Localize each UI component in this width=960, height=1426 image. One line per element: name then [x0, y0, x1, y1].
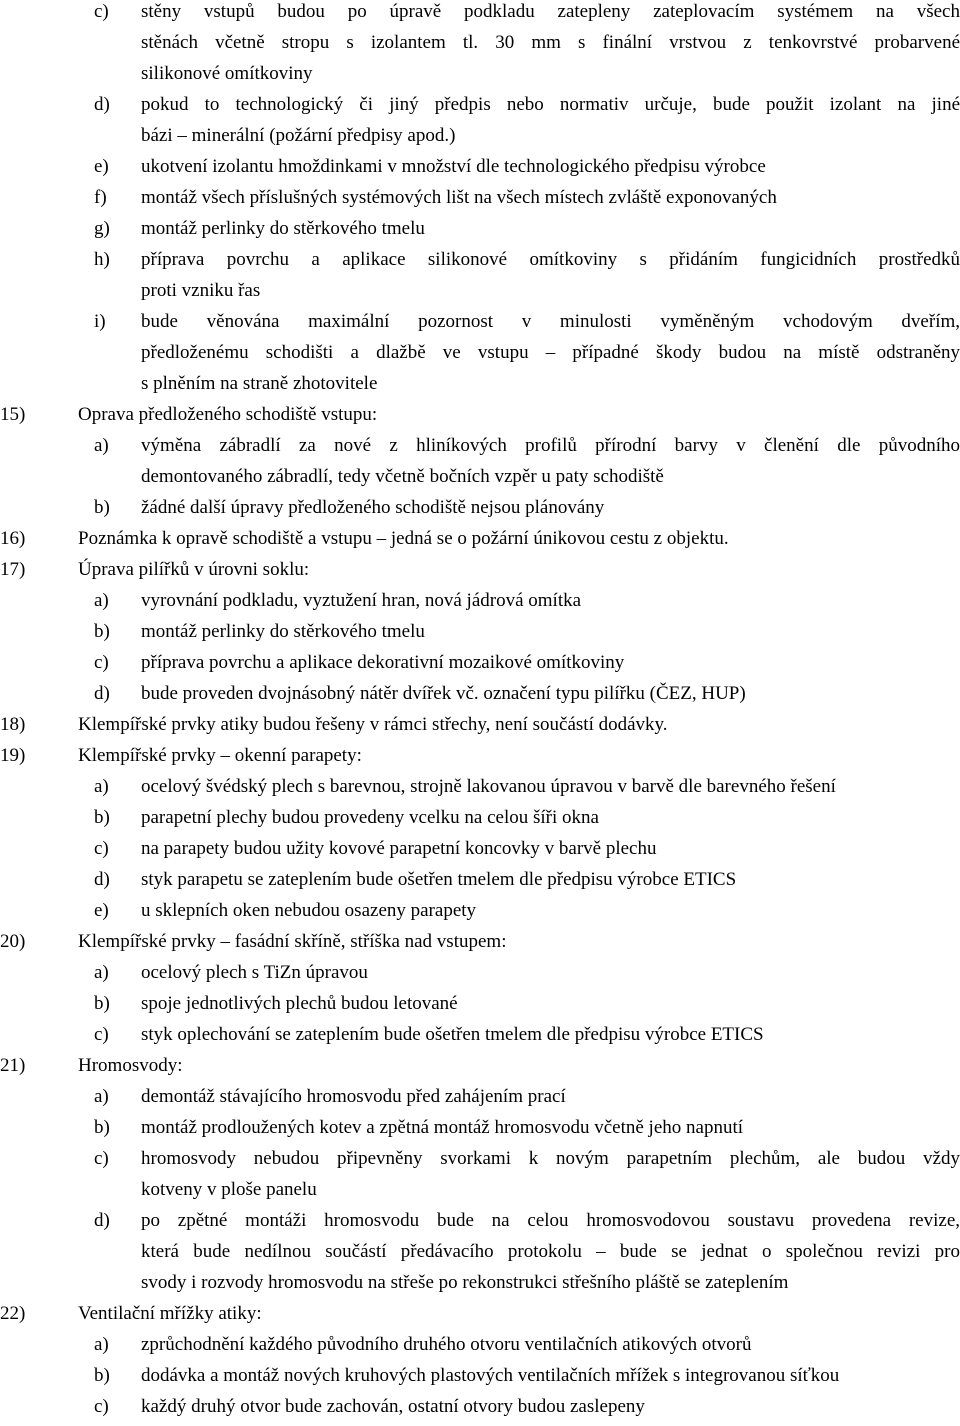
- list-item-line: [0, 310, 960, 341]
- section-heading-text: Klempířské prvky – okenní parapety:: [78, 745, 362, 766]
- list-item-line: [0, 279, 960, 310]
- item-letter: f): [94, 187, 107, 208]
- item-text: hromosvody nebudou připevněny svorkami k novým parapetním plechům, ale budou vždy: [141, 1148, 960, 1169]
- item-letter: a): [94, 435, 109, 456]
- numbered-item-line: [0, 1302, 960, 1333]
- item-text: výměna zábradlí za nové z hliníkových profilů přírodní barvy v členění dle původního: [141, 435, 960, 456]
- item-text: u sklepních oken nebudou osazeny parapety: [141, 900, 477, 921]
- item-text: kotveny v ploše panelu: [141, 1179, 317, 1200]
- item-letter: c): [94, 1024, 109, 1045]
- item-letter: a): [94, 590, 109, 611]
- item-text: ukotvení izolantu hmoždinkami v množství dle technologického předpisu výrobce: [141, 156, 766, 177]
- list-item-line: [0, 124, 960, 155]
- list-item-line: [0, 1085, 960, 1116]
- section-heading-text: Ventilační mřížky atiky:: [78, 1303, 262, 1324]
- list-item-line: [0, 465, 960, 496]
- list-item-line: [0, 1178, 960, 1209]
- numbered-item-line: [0, 744, 960, 775]
- list-item-line: [0, 155, 960, 186]
- list-item-line: [0, 93, 960, 124]
- item-text: žádné další úpravy předloženého schodiště nejsou plánovány: [141, 497, 605, 518]
- item-text: předloženému schodišti a dlažbě ve vstupu – případné škody budou na místě odstraněny: [141, 342, 960, 363]
- item-letter: a): [94, 1086, 109, 1107]
- item-text: ocelový švédský plech s barevnou, strojně lakovanou úpravou v barvě dle barevného řešení: [141, 776, 836, 797]
- item-text: bude proveden dvojnásobný nátěr dvířek vč. označení typu pilířku (ČEZ, HUP): [141, 683, 746, 704]
- section-number: 17): [0, 559, 26, 580]
- item-letter: g): [94, 218, 110, 239]
- item-text: po zpětné montáži hromosvodu bude na celou hromosvodovou soustavu provedena revize,: [141, 1210, 960, 1231]
- item-text: demontáž stávajícího hromosvodu před zahájením prací: [141, 1086, 566, 1107]
- list-item-line: [0, 434, 960, 465]
- item-text: proti vzniku řas: [141, 280, 261, 301]
- item-text: silikonové omítkoviny: [141, 63, 313, 84]
- section-number: 21): [0, 1055, 26, 1076]
- list-item-line: [0, 1240, 960, 1271]
- item-text: styk oplechování se zateplením bude ošetřen tmelem dle předpisu výrobce ETICS: [141, 1024, 764, 1045]
- section-heading-text: Poznámka k opravě schodiště a vstupu – jedná se o požární únikovou cestu z objektu.: [78, 528, 729, 549]
- item-letter: i): [94, 311, 106, 332]
- item-text: ocelový plech s TiZn úpravou: [141, 962, 368, 983]
- list-item-line: [0, 1116, 960, 1147]
- list-item-line: [0, 620, 960, 651]
- item-text: montáž perlinky do stěrkového tmelu: [141, 218, 425, 239]
- numbered-item-line: [0, 930, 960, 961]
- item-text: na parapety budou užity kovové parapetní koncovky v barvě plechu: [141, 838, 657, 859]
- item-letter: d): [94, 1210, 110, 1231]
- item-text: pokud to technologický či jiný předpis nebo normativ určuje, bude použit izolant na jiné: [141, 94, 960, 115]
- section-number: 15): [0, 404, 26, 425]
- item-letter: a): [94, 776, 109, 797]
- item-text: příprava povrchu a aplikace silikonové omítkoviny s přidáním fungicidních prostředků: [141, 249, 960, 270]
- list-item-line: [0, 1209, 960, 1240]
- numbered-item-line: [0, 1054, 960, 1085]
- item-text: stěnách včetně stropu s izolantem tl. 30 mm s finální vrstvou z tenkovrstvé probarvené: [141, 32, 960, 53]
- item-letter: e): [94, 156, 109, 177]
- list-item-line: [0, 868, 960, 899]
- section-number: 20): [0, 931, 26, 952]
- section-heading-text: Úprava pilířků v úrovni soklu:: [78, 559, 310, 580]
- item-text: dodávka a montáž nových kruhových plastových ventilačních mřížek s integrovanou síťkou: [141, 1365, 840, 1386]
- list-item-line: [0, 992, 960, 1023]
- item-text: stěny vstupů budou po úpravě podkladu zatepleny zateplovacím systémem na všech: [141, 1, 960, 22]
- list-item-line: [0, 682, 960, 713]
- list-item-line: [0, 186, 960, 217]
- list-item-line: [0, 837, 960, 868]
- item-text: spoje jednotlivých plechů budou letované: [141, 993, 458, 1014]
- item-text: příprava povrchu a aplikace dekorativní mozaikové omítkoviny: [141, 652, 625, 673]
- item-letter: c): [94, 652, 109, 673]
- section-heading-text: Hromosvody:: [78, 1055, 183, 1076]
- section-number: 19): [0, 745, 26, 766]
- item-letter: d): [94, 683, 110, 704]
- item-text: která bude nedílnou součástí předávacího protokolu – bude se jednat o společnou revizi pro: [141, 1241, 960, 1262]
- list-item-line: [0, 775, 960, 806]
- section-heading-text: Klempířské prvky atiky budou řešeny v rámci střechy, není součástí dodávky.: [78, 714, 668, 735]
- item-letter: c): [94, 1, 109, 22]
- list-item-line: [0, 1147, 960, 1178]
- list-item-line: [0, 0, 960, 31]
- item-letter: c): [94, 1148, 109, 1169]
- list-item-line: [0, 1395, 960, 1426]
- item-text: parapetní plechy budou provedeny vcelku na celou šíři okna: [141, 807, 599, 828]
- item-letter: c): [94, 1396, 109, 1417]
- section-heading-text: Klempířské prvky – fasádní skříně, stříška nad vstupem:: [78, 931, 507, 952]
- item-text: demontovaného zábradlí, tedy včetně bočních vzpěr u paty schodiště: [141, 466, 664, 487]
- item-letter: b): [94, 993, 110, 1014]
- section-number: 22): [0, 1303, 26, 1324]
- list-item-line: [0, 651, 960, 682]
- item-text: každý druhý otvor bude zachován, ostatní otvory budou zaslepeny: [141, 1396, 645, 1417]
- list-item-line: [0, 961, 960, 992]
- item-letter: a): [94, 1334, 109, 1355]
- item-letter: d): [94, 869, 110, 890]
- item-letter: b): [94, 1117, 110, 1138]
- section-heading-text: Oprava předloženého schodiště vstupu:: [78, 404, 378, 425]
- item-text: montáž prodloužených kotev a zpětná montáž hromosvodu včetně jeho napnutí: [141, 1117, 744, 1138]
- item-letter: b): [94, 621, 110, 642]
- list-item-line: [0, 248, 960, 279]
- item-letter: h): [94, 249, 110, 270]
- list-item-line: [0, 496, 960, 527]
- item-letter: e): [94, 900, 109, 921]
- item-text: svody i rozvody hromosvodu na střeše po rekonstrukci střešního pláště se zateplením: [141, 1272, 789, 1293]
- item-letter: a): [94, 962, 109, 983]
- list-item-line: [0, 31, 960, 62]
- item-letter: b): [94, 497, 110, 518]
- list-item-line: [0, 1023, 960, 1054]
- list-item-line: [0, 1364, 960, 1395]
- item-text: montáž perlinky do stěrkového tmelu: [141, 621, 425, 642]
- section-number: 16): [0, 528, 26, 549]
- list-item-line: [0, 62, 960, 93]
- item-letter: b): [94, 1365, 110, 1386]
- item-letter: c): [94, 838, 109, 859]
- list-item-line: [0, 589, 960, 620]
- section-number: 18): [0, 714, 26, 735]
- list-item-line: [0, 899, 960, 930]
- list-item-line: [0, 1271, 960, 1302]
- numbered-item-line: [0, 403, 960, 434]
- numbered-item-line: [0, 558, 960, 589]
- item-text: bázi – minerální (požární předpisy apod.): [141, 125, 456, 146]
- item-text: styk parapetu se zateplením bude ošetřen tmelem dle předpisu výrobce ETICS: [141, 869, 737, 890]
- list-item-line: [0, 341, 960, 372]
- list-item-line: [0, 806, 960, 837]
- item-letter: d): [94, 94, 110, 115]
- item-letter: b): [94, 807, 110, 828]
- list-item-line: [0, 372, 960, 403]
- list-item-line: [0, 217, 960, 248]
- item-text: bude věnována maximální pozornost v minulosti vyměněným vchodovým dveřím,: [141, 311, 960, 332]
- numbered-item-line: [0, 527, 960, 558]
- item-text: montáž všech příslušných systémových lišt na všech místech zvláště exponovaných: [141, 187, 777, 208]
- list-item-line: [0, 1333, 960, 1364]
- item-text: zprůchodnění každého původního druhého otvoru ventilačních atikových otvorů: [141, 1334, 752, 1355]
- item-text: s plněním na straně zhotovitele: [141, 373, 378, 394]
- numbered-item-line: [0, 713, 960, 744]
- item-text: vyrovnání podkladu, vyztužení hran, nová jádrová omítka: [141, 590, 582, 611]
